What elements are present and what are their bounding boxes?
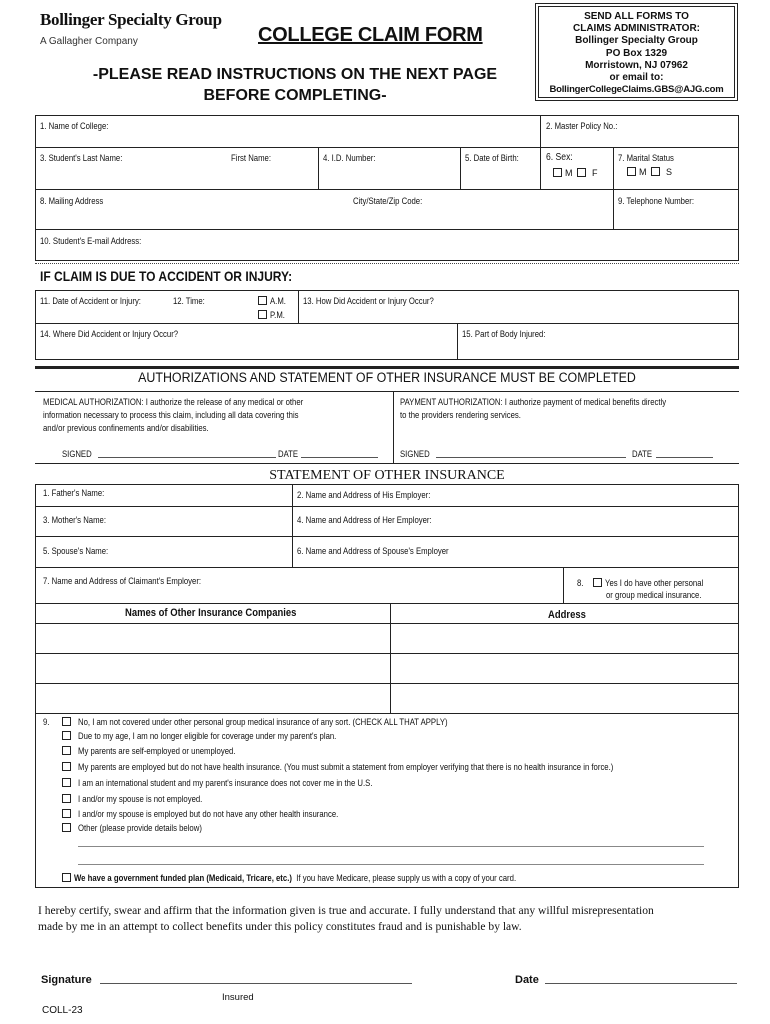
- medical-auth-line-3: and/or previous confinements and/or disabilities.: [43, 423, 209, 433]
- medical-auth-line-2: information necessary to process this claim, including all data covering this: [43, 410, 299, 420]
- sex-label: 6. Sex:: [546, 152, 573, 163]
- pm-option: [258, 310, 287, 321]
- marital-m-checkbox[interactable]: [627, 167, 636, 176]
- admin-line-1: SEND ALL FORMS TO: [584, 11, 689, 22]
- date-line[interactable]: [545, 983, 737, 984]
- q8-line-1: Yes I do have other personal: [605, 578, 704, 588]
- coverage-option-checkbox[interactable]: [62, 717, 71, 726]
- sex-f-label: F: [592, 168, 598, 178]
- mailing-address-field[interactable]: 8. Mailing Address: [40, 196, 104, 206]
- master-policy-field[interactable]: 2. Master Policy No.:: [546, 121, 618, 131]
- company-address-input-2[interactable]: [392, 655, 737, 681]
- email-field[interactable]: 10. Student's E-mail Address:: [40, 236, 142, 246]
- admin-line-2: CLAIMS ADMINISTRATOR:: [572, 23, 701, 35]
- signature-line[interactable]: [100, 983, 412, 984]
- company-name-input-2[interactable]: [37, 655, 388, 681]
- other-insurance-yes-checkbox[interactable]: [593, 578, 602, 587]
- marital-s-label: S: [666, 167, 673, 177]
- company-subtitle: A Gallagher Company: [40, 36, 138, 47]
- how-occurred-field[interactable]: 13. How Did Accident or Injury Occur?: [303, 296, 434, 306]
- company-address-input-1[interactable]: [392, 625, 737, 651]
- date-label: Date: [515, 974, 539, 986]
- coverage-option-label: I am an international student and my parent's insurance does not cover me in the U.S.: [78, 778, 373, 788]
- coverage-option-checkbox[interactable]: [62, 823, 71, 832]
- claimant-employer-field[interactable]: 7. Name and Address of Claimant's Employer:: [43, 576, 202, 586]
- company-name: Bollinger Specialty Group: [40, 10, 222, 29]
- instruction-line-2: BEFORE COMPLETING-: [203, 87, 387, 104]
- coverage-option-checkbox[interactable]: [62, 762, 71, 771]
- marital-options: [627, 167, 672, 178]
- spouse-name-field[interactable]: 5. Spouse's Name:: [43, 546, 109, 556]
- company-name-input-3[interactable]: [37, 685, 388, 712]
- coverage-option-3: [62, 746, 261, 757]
- sex-m-label: M: [565, 168, 573, 178]
- coverage-option-checkbox[interactable]: [62, 794, 71, 803]
- father-name-field[interactable]: 1. Father's Name:: [43, 488, 105, 498]
- medical-auth-line-1: MEDICAL AUTHORIZATION: I authorize the release of any medical or other: [43, 397, 304, 407]
- pm-checkbox[interactable]: [258, 310, 267, 319]
- company-address-input-3[interactable]: [392, 685, 737, 712]
- coverage-option-5: [62, 778, 420, 789]
- authorizations-heading: AUTHORIZATIONS AND STATEMENT OF OTHER INSURANCE MUST BE COMPLETED: [138, 370, 636, 385]
- dob-field[interactable]: 5. Date of Birth:: [465, 153, 519, 163]
- other-insurance-heading: STATEMENT OF OTHER INSURANCE: [269, 468, 505, 483]
- coverage-option-checkbox[interactable]: [62, 778, 71, 787]
- sex-options: [553, 168, 598, 179]
- accident-time-label: 12. Time:: [173, 296, 205, 306]
- medical-date-label: DATE: [278, 449, 299, 459]
- q9-number: 9.: [43, 717, 50, 727]
- admin-line-4: PO Box 1329: [605, 47, 668, 59]
- marital-s-checkbox[interactable]: [651, 167, 660, 176]
- payment-signed-label: SIGNED: [400, 449, 430, 459]
- sex-m-checkbox[interactable]: [553, 168, 562, 177]
- coverage-option-checkbox[interactable]: [62, 809, 71, 818]
- accident-heading: IF CLAIM IS DUE TO ACCIDENT OR INJURY:: [40, 268, 293, 284]
- accident-date-field[interactable]: 11. Date of Accident or Injury:: [40, 296, 141, 306]
- other-details-line-2[interactable]: [78, 864, 704, 865]
- company-name-input-1[interactable]: [37, 625, 388, 651]
- marital-status-label: 7. Marital Status: [618, 153, 674, 163]
- telephone-field[interactable]: 9. Telephone Number:: [618, 196, 695, 206]
- certification-line-1: I hereby certify, swear and affirm that the information given is true and accurate. I fully understand that any willful misrepresentation: [38, 903, 654, 917]
- city-state-zip-field[interactable]: City/State/Zip Code:: [353, 196, 423, 206]
- pm-label: P.M.: [270, 310, 285, 320]
- form-code: COLL-23: [42, 1005, 83, 1016]
- admin-line-5: Morristown, NJ 07962: [585, 59, 688, 71]
- certification-line-2: made by me in an attempt to collect benefits under this policy constitutes fraud and is punishable by law.: [38, 919, 522, 933]
- medical-date-line[interactable]: [301, 457, 378, 458]
- sex-f-checkbox[interactable]: [577, 168, 586, 177]
- q8-number: 8.: [577, 578, 584, 588]
- spouse-employer-field[interactable]: 6. Name and Address of Spouse's Employer: [297, 546, 449, 556]
- payment-auth-line-1: PAYMENT AUTHORIZATION: I authorize payment of medical benefits directly: [400, 397, 667, 407]
- coverage-option-6: [62, 794, 223, 805]
- coverage-option-label: I and/or my spouse is not employed.: [78, 794, 203, 804]
- q8-option: [593, 578, 719, 589]
- coverage-option-label: My parents are employed but do not have health insurance. (You must submit a statement from employer verifying that there is no health insurance in force.): [78, 762, 614, 772]
- other-details-line-1[interactable]: [78, 846, 704, 847]
- claims-admin-box: [535, 3, 738, 101]
- medical-signed-label: SIGNED: [62, 449, 92, 459]
- mother-name-field[interactable]: 3. Mother's Name:: [43, 515, 106, 525]
- coverage-option-2: [62, 731, 378, 742]
- instruction-line-1: -PLEASE READ INSTRUCTIONS ON THE NEXT PAGE: [92, 66, 498, 83]
- coverage-option-label: Other (please provide details below): [78, 823, 202, 833]
- coverage-option-1: [62, 717, 508, 728]
- coverage-option-7: [62, 809, 381, 820]
- am-checkbox[interactable]: [258, 296, 267, 305]
- government-plan-checkbox[interactable]: [62, 873, 71, 882]
- medicare-note: If you have Medicare, please supply us with a copy of your card.: [296, 873, 517, 883]
- body-part-field[interactable]: 15. Part of Body Injured:: [462, 329, 546, 339]
- admin-line-3: Bollinger Specialty Group: [575, 35, 698, 47]
- companies-column-header: Names of Other Insurance Companies: [125, 607, 297, 619]
- coverage-option-label: No, I am not covered under other personal group medical insurance of any sort. (CHECK ALL THAT APPLY): [78, 717, 448, 727]
- signature-label: Signature: [41, 974, 92, 986]
- coverage-option-4: [62, 762, 701, 773]
- admin-email: BollingerCollegeClaims.GBS@AJG.com: [549, 84, 724, 96]
- am-label: A.M.: [270, 296, 286, 306]
- coverage-option-label: I and/or my spouse is employed but do not have any other health insurance.: [78, 809, 339, 819]
- address-column-header: Address: [548, 609, 586, 621]
- medical-signature-line[interactable]: [98, 457, 276, 458]
- q8-line-2: or group medical insurance.: [606, 590, 702, 600]
- am-option: [258, 296, 289, 307]
- payment-date-label: DATE: [632, 449, 653, 459]
- coverage-option-label: My parents are self-employed or unemployed.: [78, 746, 236, 756]
- government-plan-label: We have a government funded plan (Medicaid, Tricare, etc.): [74, 873, 292, 883]
- marital-m-label: M: [639, 167, 647, 177]
- insured-label: Insured: [222, 992, 254, 1003]
- college-name-field[interactable]: 1. Name of College:: [40, 121, 109, 131]
- coverage-option-label: Due to my age, I am no longer eligible for coverage under my parent's plan.: [78, 731, 337, 741]
- where-occurred-field[interactable]: 14. Where Did Accident or Injury Occur?: [40, 329, 179, 339]
- payment-auth-line-2: to the providers rendering services.: [400, 410, 521, 420]
- first-name-field[interactable]: First Name:: [231, 153, 272, 163]
- last-name-field[interactable]: 3. Student's Last Name:: [40, 153, 123, 163]
- government-plan-option: [62, 873, 588, 884]
- coverage-option-8: [62, 823, 222, 834]
- id-number-field[interactable]: 4. I.D. Number:: [323, 153, 376, 163]
- admin-line-6: or email to:: [609, 72, 664, 84]
- mother-employer-field[interactable]: 4. Name and Address of Her Employer:: [297, 515, 432, 525]
- form-title: COLLEGE CLAIM FORM: [258, 24, 483, 46]
- payment-signature-line[interactable]: [436, 457, 626, 458]
- coverage-option-checkbox[interactable]: [62, 746, 71, 755]
- father-employer-field[interactable]: 2. Name and Address of His Employer:: [297, 490, 431, 500]
- coverage-option-checkbox[interactable]: [62, 731, 71, 740]
- payment-date-line[interactable]: [656, 457, 713, 458]
